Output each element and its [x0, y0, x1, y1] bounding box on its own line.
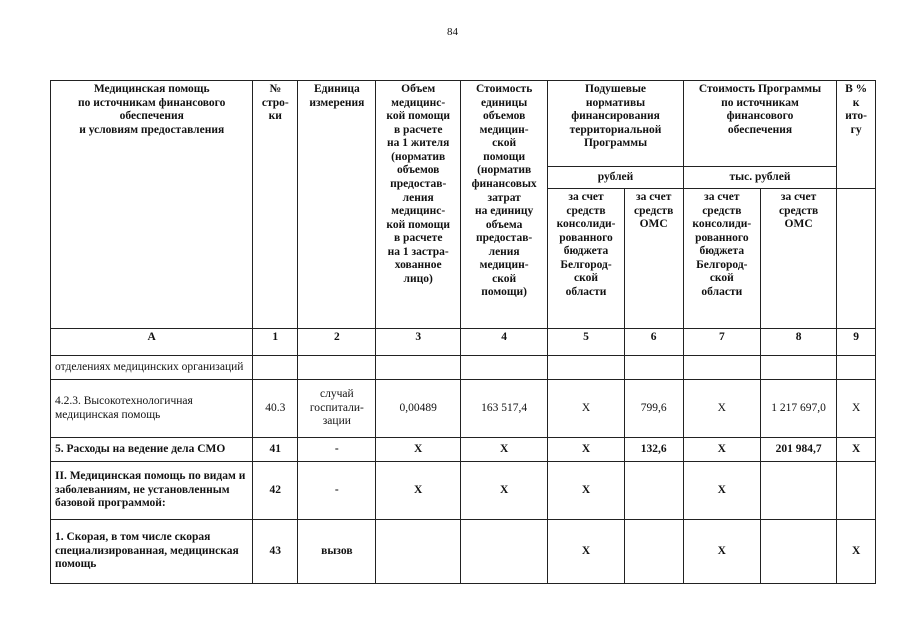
cell: 43	[253, 520, 298, 584]
header-volume: Объем медицинс- кой помощи в расчете на 1 жителя (норматив объемов предостав- ления медицинс- кой помощи в расчете на 1 застра- хованное лицо)	[376, 81, 460, 329]
cell	[837, 356, 876, 380]
row-name: 4.2.3. Высокотехнологичная медицинская помощь	[51, 380, 253, 438]
header-percent: В % к ито- гу	[837, 81, 876, 189]
cell: вызов	[298, 520, 376, 584]
header-unit-cost: Стоимость единицы объемов медицин- ской помощи (норматив финансовых затрат на единицу объема предостав- ления медицин- ской помощи)	[460, 81, 547, 329]
cell: X	[683, 380, 760, 438]
index-cell: 4	[460, 329, 547, 356]
index-cell: 7	[683, 329, 760, 356]
header-budget-cost: за счет средств консолиди- рованного бюджета Белгород- ской области	[683, 189, 760, 329]
cell: X	[683, 438, 760, 462]
cell	[253, 356, 298, 380]
header-budget-per-capita: за счет средств консолиди- рованного бюджета Белгород- ской области	[548, 189, 624, 329]
header-oms-cost: за счет средств ОМС	[760, 189, 836, 329]
cell: X	[460, 438, 547, 462]
cell	[460, 356, 547, 380]
header-row-number: № стро- ки	[253, 81, 298, 329]
cell	[376, 356, 460, 380]
cell	[460, 520, 547, 584]
cell: 40.3	[253, 380, 298, 438]
cell	[760, 356, 836, 380]
cell	[624, 520, 683, 584]
cell: X	[683, 520, 760, 584]
cell: -	[298, 438, 376, 462]
header-unit: Единица измерения	[298, 81, 376, 329]
cell: 799,6	[624, 380, 683, 438]
index-cell: 6	[624, 329, 683, 356]
cell: 163 517,4	[460, 380, 547, 438]
table-row	[51, 356, 876, 380]
cell	[683, 356, 760, 380]
cell	[760, 520, 836, 584]
cell: 42	[253, 462, 298, 520]
header-unit-thousand-rubles: тыс. рублей	[683, 167, 837, 189]
cell: X	[548, 462, 624, 520]
row-name: отделениях медицинских организаций	[51, 356, 253, 380]
header-oms-per-capita: за счет средств ОМС	[624, 189, 683, 329]
cell: X	[683, 462, 760, 520]
header-percent-empty	[837, 189, 876, 329]
cell	[298, 356, 376, 380]
cell	[760, 462, 836, 520]
cell: 0,00489	[376, 380, 460, 438]
column-index-row	[51, 329, 876, 356]
header-medical-care: Медицинская помощь по источникам финансового обеспечения и условиям предоставления	[51, 81, 253, 329]
row-name: 5. Расходы на ведение дела СМО	[51, 438, 253, 462]
cell: X	[548, 438, 624, 462]
table-row	[51, 520, 876, 584]
row-name: 1. Скорая, в том числе скорая специализированная, медицинская помощь	[51, 520, 253, 584]
index-cell: 9	[837, 329, 876, 356]
cell: X	[548, 520, 624, 584]
index-cell: 1	[253, 329, 298, 356]
cell: случай госпитали- зации	[298, 380, 376, 438]
financing-table	[50, 80, 876, 584]
cell: X	[837, 380, 876, 438]
index-cell: 3	[376, 329, 460, 356]
index-cell: 5	[548, 329, 624, 356]
row-name: II. Медицинская помощь по видам и заболеваниям, не установленным базовой программой:	[51, 462, 253, 520]
index-cell: А	[51, 329, 253, 356]
cell: X	[837, 520, 876, 584]
cell	[548, 356, 624, 380]
page-number: 84	[447, 26, 458, 38]
cell	[376, 520, 460, 584]
cell: 132,6	[624, 438, 683, 462]
cell: X	[460, 462, 547, 520]
header-program-cost-group: Стоимость Программы по источникам финансового обеспечения	[683, 81, 837, 167]
index-cell: 2	[298, 329, 376, 356]
cell: X	[548, 380, 624, 438]
cell: 41	[253, 438, 298, 462]
cell: 1 217 697,0	[760, 380, 836, 438]
cell: X	[837, 438, 876, 462]
table-row	[51, 380, 876, 438]
table-row	[51, 438, 876, 462]
cell	[624, 462, 683, 520]
header-per-capita-group: Подушевые нормативы финансирования территориальной Программы	[548, 81, 683, 167]
cell: X	[376, 438, 460, 462]
table-row	[51, 462, 876, 520]
cell: X	[376, 462, 460, 520]
cell: -	[298, 462, 376, 520]
cell	[624, 356, 683, 380]
index-cell: 8	[760, 329, 836, 356]
cell	[837, 462, 876, 520]
cell: 201 984,7	[760, 438, 836, 462]
header-unit-rubles: рублей	[548, 167, 683, 189]
